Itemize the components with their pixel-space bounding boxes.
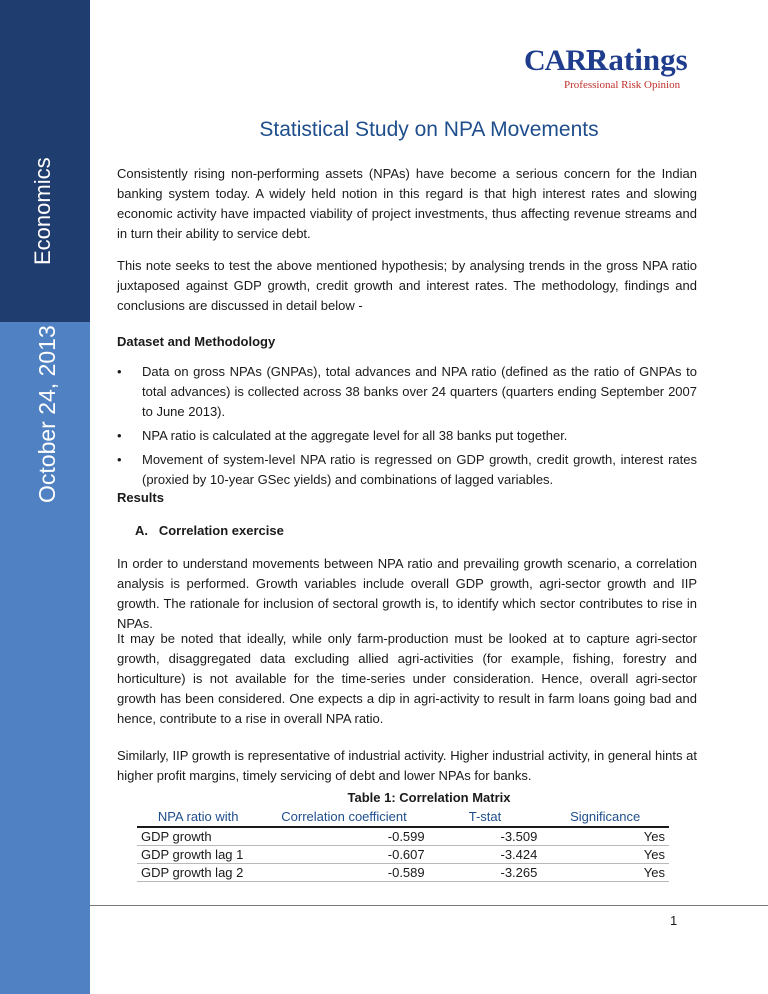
table-cell: -3.265 [429, 864, 542, 882]
table-cell: GDP growth lag 2 [137, 864, 259, 882]
table-cell: -3.424 [429, 846, 542, 864]
table-cell: Yes [541, 827, 669, 846]
logo-name: Ratings [586, 42, 688, 77]
results-heading: Results [117, 490, 164, 505]
page-number: 1 [670, 913, 678, 928]
table-cell: -0.589 [259, 864, 428, 882]
list-item: • Data on gross NPAs (GNPAs), total advances and NPA ratio (defined as the ratio of GNPAs to total advances) is collected across 38 banks over 24 quarters (quarters ending September 2007 to June 2013). [117, 362, 697, 422]
table-row [137, 846, 669, 864]
table-cell: Yes [541, 864, 669, 882]
results-paragraph-2: It may be noted that ideally, while only farm-production must be looked at to capture agri-sector growth, disaggregated data excluding allied agri-activities (for example, fishing, forestry and horticulture) is not available for the time-series under consideration. Hence, overall agri-sector growth has been considered. One expects a dip in agri-activity to result in farm loans going bad and hence, contribute to a rise in overall NPA ratio. [117, 631, 697, 726]
results-paragraph-1: In order to understand movements between NPA ratio and prevailing growth scenario, a correlation analysis is performed. Growth variables include overall GDP growth, agri-sector growth and IIP growth. The rationale for inclusion of sectoral growth is, to identify which sector contributes to rise in NPAs. [117, 556, 697, 631]
table-caption: Table 1: Correlation Matrix [347, 790, 511, 805]
list-item: • NPA ratio is calculated at the aggregate level for all 38 banks put together. [117, 426, 697, 446]
sidebar [0, 0, 90, 994]
table-header-cell: Correlation coefficient [259, 808, 428, 827]
table-header-cell: T-stat [429, 808, 542, 827]
correlation-table [137, 808, 669, 882]
intro-paragraph-1: Consistently rising non-performing assets (NPAs) have become a serious concern for the Indian banking system today. A widely held notion in this regard is that high interest rates and slowing economic activity have impacted viability of project investments, thus affecting revenue streams and in turn their ability to service debt. [117, 166, 697, 241]
table-row [137, 864, 669, 882]
logo-mark: CARE [524, 44, 606, 77]
logo-tagline: Professional Risk Opinion [564, 79, 681, 91]
table-cell: -3.509 [429, 827, 542, 846]
table-cell: GDP growth lag 1 [137, 846, 259, 864]
care-ratings-logo [524, 44, 720, 94]
table-row [137, 827, 669, 846]
list-item: • Movement of system-level NPA ratio is regressed on GDP growth, credit growth, interest rates (proxied by 10-year GSec yields) and combinations of lagged variables. [117, 450, 697, 490]
sidebar-date-label: October 24, 2013 [34, 325, 60, 503]
correlation-subheading: A. Correlation exercise [135, 523, 284, 538]
page-title: Statistical Study on NPA Movements [259, 118, 599, 141]
footer-divider [90, 905, 768, 906]
table-cell: -0.599 [259, 827, 428, 846]
table-header-cell: Significance [541, 808, 669, 827]
table-cell: -0.607 [259, 846, 428, 864]
dataset-heading: Dataset and Methodology [117, 334, 276, 349]
results-paragraph-3: Similarly, IIP growth is representative of industrial activity. Higher industrial activity, in general hints at higher profit margins, timely servicing of debt and lower NPAs for banks. [117, 748, 697, 783]
table-header-row [137, 808, 669, 827]
intro-paragraph-2: This note seeks to test the above mentioned hypothesis; by analysing trends in the gross NPA ratio juxtaposed against GDP growth, credit growth and interest rates. The methodology, findings and conclusions are discussed in detail below - [117, 258, 697, 313]
table-cell: GDP growth [137, 827, 259, 846]
table-cell: Yes [541, 846, 669, 864]
table-header-cell: NPA ratio with [137, 808, 259, 827]
sidebar-section-label: Economics [30, 157, 55, 265]
dataset-bullet-list [117, 362, 697, 494]
